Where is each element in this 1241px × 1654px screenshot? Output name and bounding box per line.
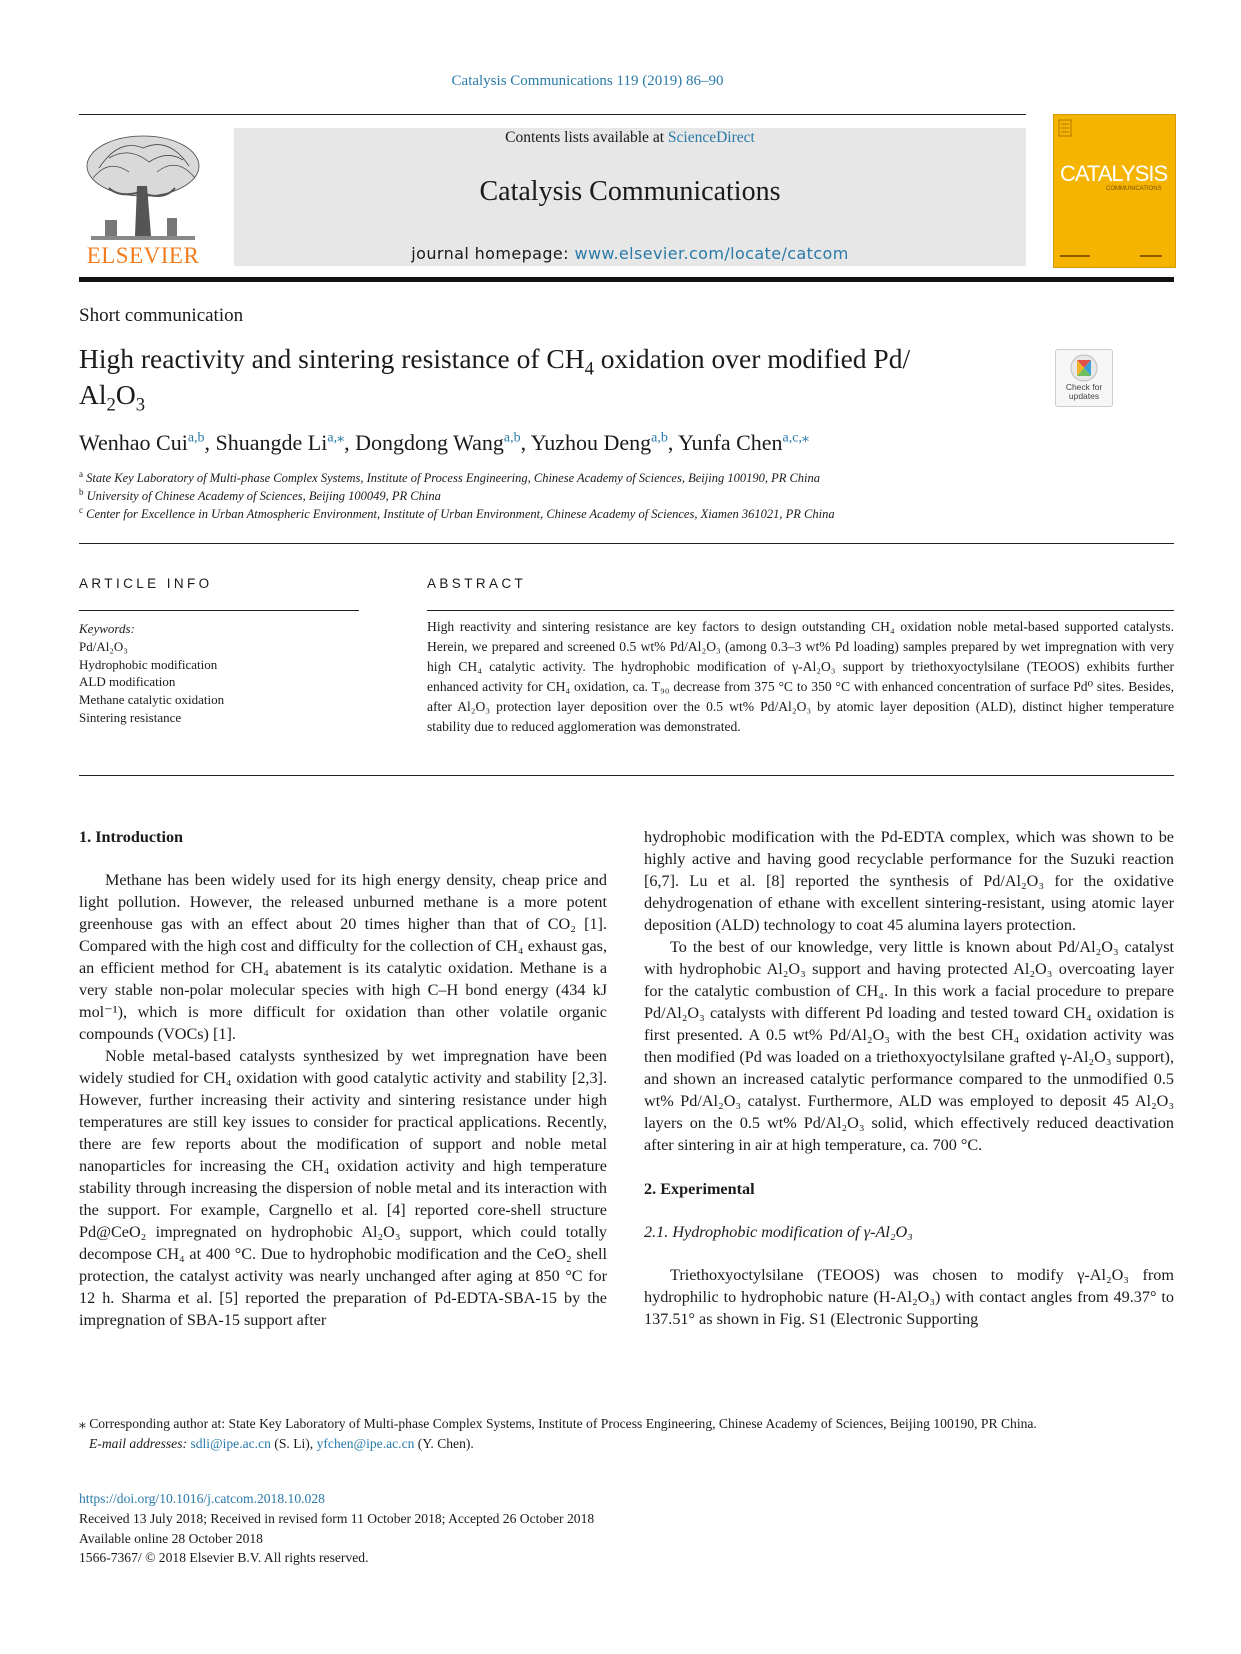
article-info-rule: [79, 610, 359, 611]
email-label: E-mail addresses:: [89, 1435, 191, 1451]
journal-name: Catalysis Communications: [479, 176, 781, 207]
affiliation-b: $^b$ University of Chinese Academy of Sciences, Beijing 100049, PR China: [79, 486, 441, 503]
email-link-y-chen[interactable]: yfchen@ipe.ac.cn: [316, 1435, 415, 1451]
author-name: Yuzhou Deng: [530, 430, 652, 455]
email-line: E-mail addresses: sdli@ipe.ac.cn (S. Li), yfchen@ipe.ac.cn (Y. Chen).: [89, 1435, 474, 1451]
experimental-heading: 2. Experimental: [644, 1180, 755, 1198]
check-for-updates-badge[interactable]: [1055, 349, 1113, 407]
contents-line: [234, 128, 1026, 148]
publication-info: [79, 1489, 1174, 1568]
affiliation-list: [79, 469, 1174, 523]
abstract-rule: [427, 610, 1174, 611]
section-rule: [79, 543, 1174, 544]
body-right-column: [644, 826, 1174, 1330]
keyword-item: Hydrophobic modification: [79, 656, 218, 672]
author-name: Yunfa Chen: [678, 430, 783, 455]
author-list: Wenhao Cui$^{a,b}$, Shuangde $Li^{a,⁎}$, Dongdong Wang$^{a,b}$, Yuzhou Deng$^{a,b}$, Yunfa Chen$^{a,c,⁎}$: [79, 430, 809, 455]
introduction-heading: 1. Introduction: [79, 828, 184, 846]
body-left-column: [79, 826, 607, 1331]
crossmark-label: Check for updates: [1065, 382, 1103, 401]
header-rule: [79, 114, 1026, 115]
available-online: Available online 28 October 2018: [79, 1530, 263, 1546]
introduction-paragraph: To the best of our knowledge, very little is known about Pd/Al₂O₃ catalyst with hydrophobic Al₂O₃ support and having protected Al₂O₃ overcoating layer for the catalytic combustion of CH₄. In this work a facial procedure to prepare Pd/Al₂O₃ catalysts with different Pd loading and tested toward CH₄ oxidation is first presented. A 0.5 wt% Pd/Al₂O₃ with the best CH₄ oxidation activity was then modified (Pd was loaded on a triethoxyoctylsilane grafted γ-Al₂O₃ support), and shown an increased catalytic performance compared to the unmodified 0.5 wt% Pd/Al₂O₃ catalyst. Furthermore, ALD was employed to deposit 45 Al₂O₃ layers on the 0.5 wt% Pd/Al₂O₃ solid, which effectively reduced deactivation after sintering in air at high temperature, ca. 700 °C.: [644, 938, 1174, 1154]
sciencedirect-link[interactable]: ScienceDirect: [667, 129, 755, 146]
crossmark-icon: [1056, 352, 1112, 384]
author-affiliation-marker[interactable]: a,b: [503, 430, 521, 446]
homepage-line: [234, 244, 1026, 263]
abstract-bottom-rule: [79, 775, 1174, 776]
affiliation-c: $^c$ Center for Excellence in Urban Atmospheric Environment, Institute of Urban Environment, Chinese Academy of Sciences, Xiamen 361021, PR China: [79, 504, 835, 521]
abstract-text: High reactivity and sintering resistance are key factors to design outstanding CH₄ oxidation noble metal-based supported catalysts. Herein, we prepared and screened 0.5 wt% Pd/Al₂O₃ (among 0.3–3 wt% Pd loading) samples prepared by wet impregnation with very high CH₄ catalytic activity. The hydrophobic modification of γ-Al₂O₃ support by triethoxyoctylsilane (TEOOS) exhibits further enhanced activity for CH₄ oxidation, ca. T₉₀ decrease from 375 °C to 350 °C with enhanced concentration of surface Pd⁰ sites. Besides, after Al₂O₃ protection layer deposition over the 0.5 wt% Pd/Al₂O₃ by atomic layer deposition (ALD), distinct higher temperature stability due to reduced agglomeration was demonstrated.: [427, 619, 1174, 734]
keyword-item: Methane catalytic oxidation: [79, 692, 225, 708]
author-affiliation-marker[interactable]: a,b: [651, 430, 668, 446]
corresponding-author-footnote: [79, 1414, 1174, 1453]
keywords-block: [79, 620, 359, 727]
cover-title: CATALYSIS: [1060, 161, 1168, 186]
header-thick-rule: [79, 277, 1174, 282]
contents-prefix: Contents lists available at: [505, 129, 668, 146]
article-type: Short communication: [79, 305, 244, 326]
publisher-wordmark: ELSEVIER: [86, 243, 200, 268]
experimental-paragraph: Triethoxyoctylsilane (TEOOS) was chosen to modify γ-Al₂O₃ from hydrophilic to hydrophobic nature (H-Al₂O₃) with contact angles from 49.37° to 137.51° as shown in Fig. S1 (Electronic Supporting: [644, 1266, 1174, 1328]
article-info-heading: ARTICLE INFO: [79, 576, 213, 591]
introduction-paragraph: hydrophobic modification with the Pd-EDTA complex, which was shown to be highly active and having good recyclable performance for the Suzuki reaction [6,7]. Lu et al. [8] reported the synthesis of Pd/Al₂O₃ for the oxidative dehydrogenation of ethane with excellent sintering-resistant, using atomic layer deposition (ALD) technology to coat 45 alumina layers protection.: [644, 828, 1174, 934]
corresponding-author-text: ⁎ Corresponding author at: State Key Laboratory of Multi-phase Complex Systems, Institute of Process Engineering, Chinese Academy of Sciences, Beijing 100190, PR China.: [79, 1416, 1037, 1431]
received-dates: Received 13 July 2018; Received in revised form 11 October 2018; Accepted 26 October 2018: [79, 1510, 595, 1526]
cover-subtitle: COMMUNICATIONS: [1106, 186, 1162, 192]
affiliation-a: $^a$ State Key Laboratory of Multi-phase Complex Systems, Institute of Process Engineering, Chinese Academy of Sciences, Beijing 100190, PR China: [79, 468, 821, 485]
journal-reference[interactable]: Catalysis Communications 119 (2019) 86–90: [451, 73, 724, 89]
author-affiliation-marker[interactable]: a,⁎: [327, 430, 345, 446]
introduction-paragraph: Noble metal-based catalysts synthesized by wet impregnation have been widely studied for CH₄ oxidation with good catalytic activity and stability [2,3]. However, further increasing their activity and sintering resistance under high temperatures are still key issues to consider for practical applications. Recently, there are few reports about the modification of support and noble metal nanoparticles for increasing the CH₄ oxidation activity and high temperature stability through increasing the dispersion of noble metal and its interaction with the support. For example, Cargnello et al. [4] reported core-shell structure Pd@CeO₂ impregnated on hydrophobic Al₂O₃ support, which could totally decompose CH₄ at 400 °C. Due to hydrophobic modification and the CeO₂ shell protection, the catalyst activity was nearly unchanged after aging at 850 °C for 12 h. Sharma et al. [5] reported the preparation of Pd-EDTA-SBA-15 by the impregnation of SBA-15 support after: [79, 1047, 607, 1329]
journal-banner: [234, 128, 1026, 266]
cover-footer-marks: [1060, 253, 1169, 261]
author-name: Wenhao Cui: [79, 430, 188, 455]
author-affiliation-marker[interactable]: a,c,⁎: [782, 430, 809, 446]
copyright: 1566-7367/ © 2018 Elsevier B.V. All rights reserved.: [79, 1550, 369, 1566]
keywords-label: Keywords:: [79, 621, 135, 636]
doi-link[interactable]: https://doi.org/10.1016/j.catcom.2018.10.028: [79, 1491, 325, 1506]
keyword-item: Sintering resistance: [79, 709, 182, 725]
email-link-s-li[interactable]: sdli@ipe.ac.cn: [190, 1435, 271, 1451]
article-title: High reactivity and sintering resistance of $CH_4$ oxidation over modified Pd/ $Al_2O_3$: [79, 343, 911, 416]
cover-emblem-icon: [1058, 119, 1088, 153]
author-affiliation-marker[interactable]: a,b: [187, 430, 205, 446]
homepage-prefix: journal homepage:: [411, 244, 575, 263]
keyword-item: Pd/Al₂O₃: [79, 638, 128, 654]
author-name: Dongdong Wang: [355, 430, 504, 455]
introduction-paragraph: Methane has been widely used for its high energy density, cheap price and light pollution. However, the released unburned methane is a more potent greenhouse gas with an effect about 20 times higher than that of CO₂ [1]. Compared with the high cost and difficulty for the collection of CH₄ exhaust gas, an efficient method for CH₄ abatement is its catalytic oxidation. Methane is a very stable non-polar molecular species with high C–H bond energy (434 kJ mol⁻¹), which is more difficult for oxidation than other volatile organic compounds (VOCs) [1].: [79, 871, 607, 1043]
author-name: Shuangde Li: [215, 430, 328, 455]
homepage-link[interactable]: www.elsevier.com/locate/catcom: [574, 244, 849, 263]
journal-cover-thumbnail[interactable]: [1053, 114, 1176, 268]
abstract-heading: ABSTRACT: [427, 576, 527, 591]
experimental-subheading: 2.1. Hydrophobic modification of γ-Al₂O₃: [644, 1223, 913, 1241]
keyword-item: ALD modification: [79, 674, 176, 690]
